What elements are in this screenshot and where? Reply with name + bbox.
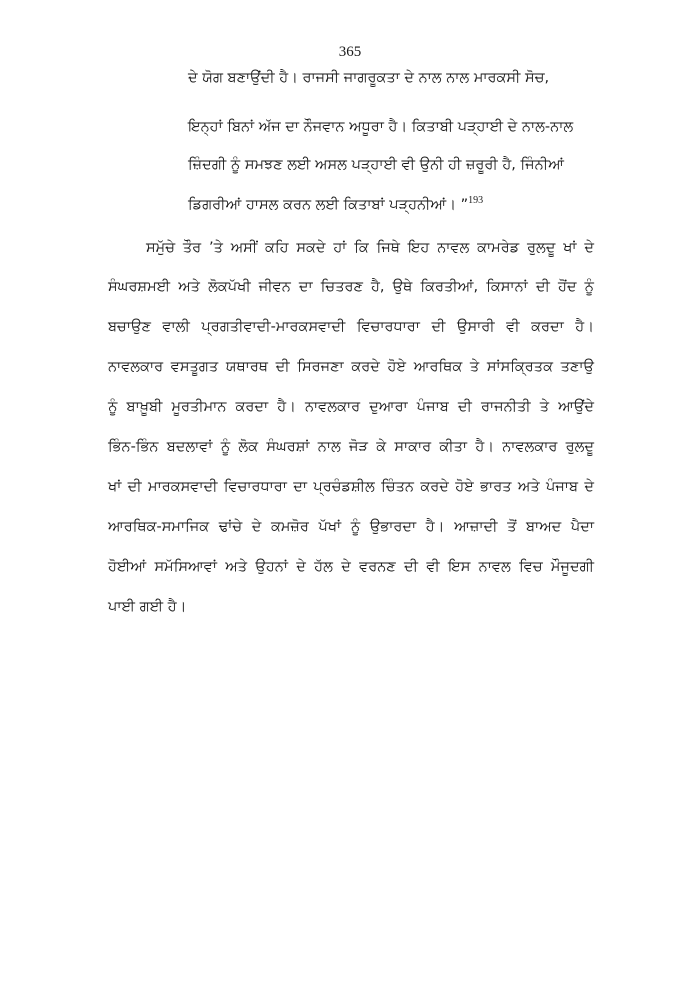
paragraph-line: ਆਰਥਿਕ-ਸਮਾਜਿਕ ਢਾਂਚੇ ਦੇ ਕਮਜ਼ੋਰ ਪੱਖਾਂ ਨੂੰ ਉਭਾਰਦਾ ਹੈ। ਆਜ਼ਾਦੀ ਤੋਂ ਬਾਅਦ ਪੈਦਾ — [108, 519, 594, 535]
quote-line: ਦੇ ਯੋਗ ਬਣਾਉਂਦੀ ਹੈ। ਰਾਜਸੀ ਜਾਗਰੂਕਤਾ ਦੇ ਨਾਲ ਨਾਲ ਮਾਰਕਸੀ ਸੋਚ, — [188, 70, 550, 86]
paragraph-line: ਸਮੁੱਚੇ ਤੌਰ ’ਤੇ ਅਸੀਂ ਕਹਿ ਸਕਦੇ ਹਾਂ ਕਿ ਜਿਥੇ ਇਹ ਨਾਵਲ ਕਾਮਰੇਡ ਰੁਲਦੂ ਖਾਂ ਦੇ — [146, 240, 594, 256]
paragraph-line: ਨਾਵਲਕਾਰ ਵਸਤੂਗਤ ਯਥਾਰਥ ਦੀ ਸਿਰਜਣਾ ਕਰਦੇ ਹੋਏ ਆਰਥਿਕ ਤੇ ਸਾਂਸਕ੍ਰਿਤਕ ਤਣਾਉ — [108, 359, 594, 375]
footnote-reference: 193 — [468, 195, 484, 207]
paragraph-line: ਬਚਾਉਣ ਵਾਲੀ ਪ੍ਰਗਤੀਵਾਦੀ-ਮਾਰਕਸਵਾਦੀ ਵਿਚਾਰਧਾਰਾ ਦੀ ਉਸਾਰੀ ਵੀ ਕਰਦਾ ਹੈ। — [108, 319, 594, 335]
paragraph-line: ਹੋਈਆਂ ਸਮੱਸਿਆਵਾਂ ਅਤੇ ਉਹਨਾਂ ਦੇ ਹੱਲ ਦੇ ਵਰਨਣ ਦੀ ਵੀ ਇਸ ਨਾਵਲ ਵਿਚ ਮੌਜੂਦਗੀ — [108, 559, 594, 575]
quote-line: ਇਨ੍ਹਾਂ ਬਿਨਾਂ ਅੱਜ ਦਾ ਨੌਜਵਾਨ ਅਧੂਰਾ ਹੈ। ਕਿਤਾਬੀ ਪੜ੍ਹਾਈ ਦੇ ਨਾਲ-ਨਾਲ — [188, 119, 574, 135]
page-number: 365 — [338, 44, 362, 60]
paragraph-line: ਸੰਘਰਸ਼ਮਈ ਅਤੇ ਲੋਕਪੱਖੀ ਜੀਵਨ ਦਾ ਚਿਤਰਣ ਹੈ, ਉਥੇ ਕਿਰਤੀਆਂ, ਕਿਸਾਨਾਂ ਦੀ ਹੋਂਦ ਨੂੰ — [108, 279, 594, 295]
paragraph-line: ਭਿੰਨ-ਭਿੰਨ ਬਦਲਾਵਾਂ ਨੂੰ ਲੋਕ ਸੰਘਰਸ਼ਾਂ ਨਾਲ ਜੋੜ ਕੇ ਸਾਕਾਰ ਕੀਤਾ ਹੈ। ਨਾਵਲਕਾਰ ਰੁਲਦੂ — [108, 439, 594, 455]
paragraph-line: ਖਾਂ ਦੀ ਮਾਰਕਸਵਾਦੀ ਵਿਚਾਰਧਾਰਾ ਦਾ ਪ੍ਰਚੰਡਸ਼ੀਲ ਚਿੰਤਨ ਕਰਦੇ ਹੋਏ ਭਾਰਤ ਅਤੇ ਪੰਜਾਬ ਦੇ — [108, 479, 594, 495]
quote-line: ਜ਼ਿੰਦਗੀ ਨੂੰ ਸਮਝਣ ਲਈ ਅਸਲ ਪੜ੍ਹਾਈ ਵੀ ਉਨੀ ਹੀ ਜ਼ਰੂਰੀ ਹੈ, ਜਿੰਨੀਆਂ — [188, 157, 564, 173]
quote-line-text: ਡਿਗਰੀਆਂ ਹਾਸਲ ਕਰਨ ਲਈ ਕਿਤਾਬਾਂ ਪੜ੍ਹਨੀਆਂ। ” — [188, 197, 469, 213]
quote-line — [188, 195, 483, 215]
paragraph-line: ਪਾਈ ਗਈ ਹੈ। — [108, 599, 187, 615]
paragraph-line: ਨੂੰ ਬਾਖ਼ੂਬੀ ਮੂਰਤੀਮਾਨ ਕਰਦਾ ਹੈ। ਨਾਵਲਕਾਰ ਦੁਆਰਾ ਪੰਜਾਬ ਦੀ ਰਾਜਨੀਤੀ ਤੇ ਆਉਂਦੇ — [108, 399, 594, 415]
